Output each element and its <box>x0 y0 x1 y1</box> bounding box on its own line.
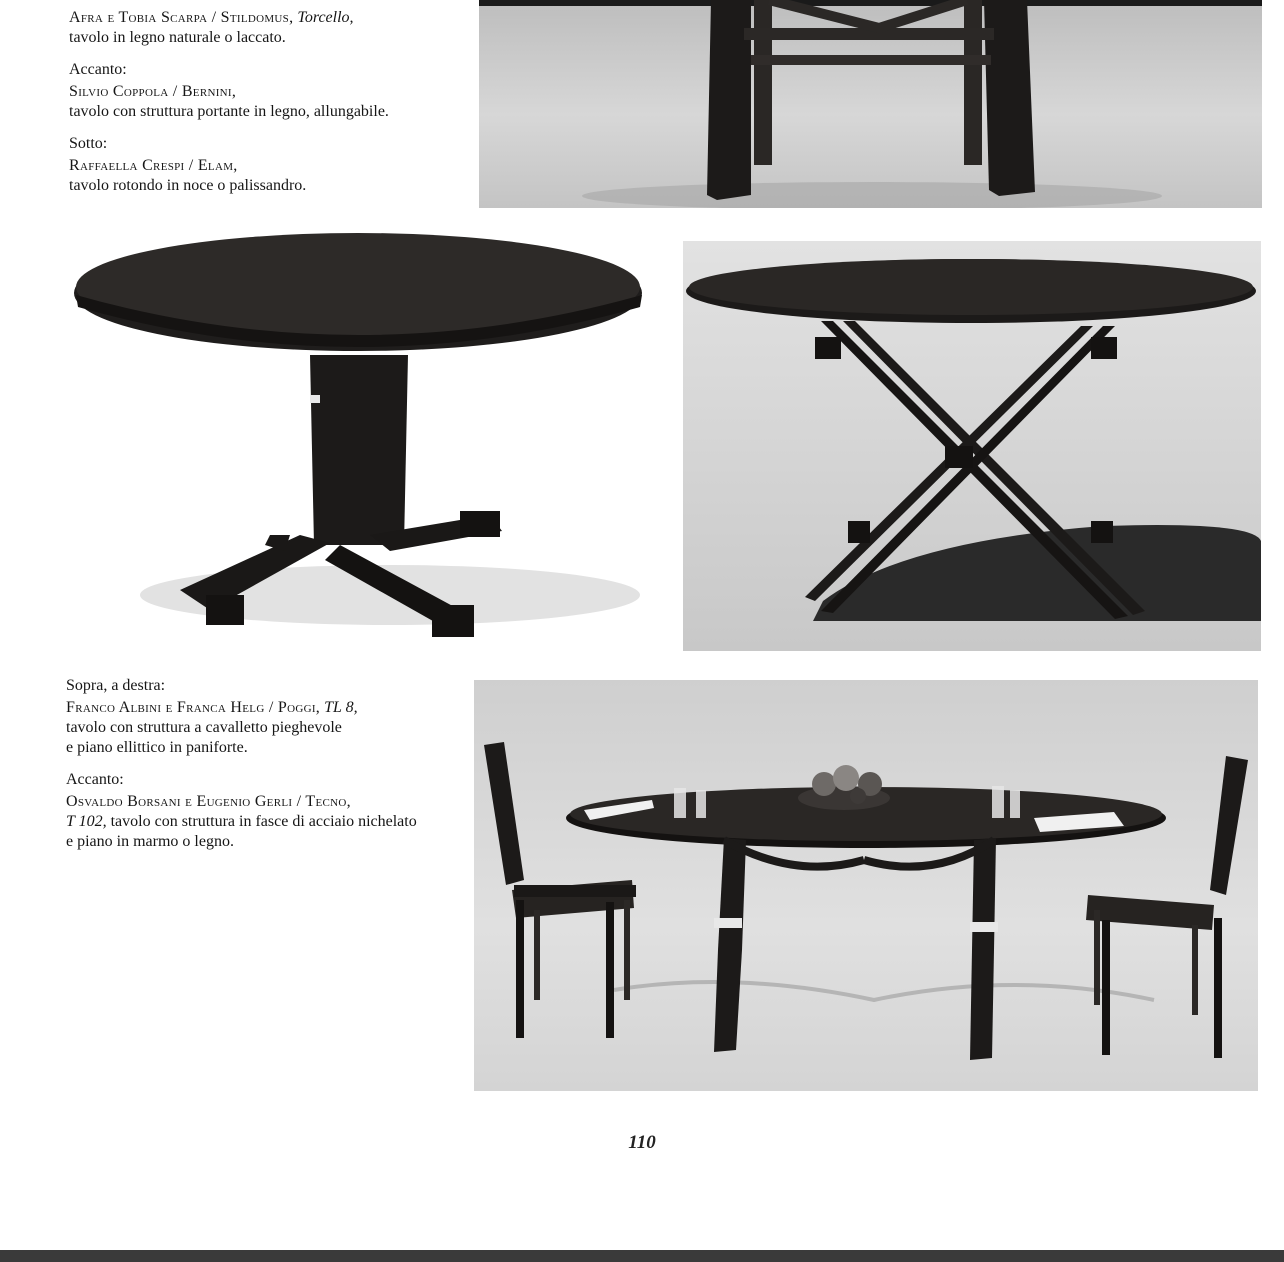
description: e piano in marmo o legno. <box>66 833 234 850</box>
caption-lead: Sotto: <box>69 135 108 152</box>
caption-entry-borsani <box>66 770 417 852</box>
description: tavolo con struttura portante in legno, allungabile. <box>69 103 389 120</box>
bottom-bar <box>0 1250 1284 1262</box>
photo-torcello-table <box>479 0 1262 208</box>
model-name: T 102, <box>66 813 107 830</box>
caption-middle <box>66 676 417 864</box>
torcello-table-illustration <box>479 0 1262 208</box>
designer-name: Silvio Coppola / Bernini, <box>69 83 237 100</box>
round-table-illustration <box>40 215 670 655</box>
caption-lead: Sopra, a destra: <box>66 677 166 694</box>
designer-name: Franco Albini e Franca Helg / Poggi, <box>66 699 321 716</box>
designer-name: Afra e Tobia Scarpa / Stildomus, <box>69 9 294 26</box>
caption-top <box>69 8 389 208</box>
caption-lead: Accanto: <box>66 771 124 788</box>
photo-crespi-round-table <box>40 215 670 655</box>
caption-entry-albini <box>66 676 417 758</box>
description: tavolo con struttura a cavalletto pieghevole <box>66 719 342 736</box>
dining-set-illustration <box>474 680 1258 1091</box>
designer-name: Raffaella Crespi / Elam, <box>69 157 238 174</box>
photo-albini-tl8-table <box>683 241 1261 651</box>
description: e piano ellittico in paniforte. <box>66 739 248 756</box>
caption-entry-crespi <box>69 134 389 196</box>
caption-lead: Accanto: <box>69 61 127 78</box>
description: tavolo in legno naturale o laccato. <box>69 29 286 46</box>
caption-entry-scarpa <box>69 8 389 48</box>
x-frame-table-illustration <box>683 241 1261 651</box>
description: tavolo rotondo in noce o palissandro. <box>69 177 307 194</box>
caption-entry-coppola <box>69 60 389 122</box>
designer-name: Osvaldo Borsani e Eugenio Gerli / Tecno, <box>66 793 351 810</box>
page-number: 110 <box>628 1132 656 1153</box>
photo-borsani-t102-table <box>474 680 1258 1091</box>
model-name: TL 8, <box>324 699 358 716</box>
model-name: Torcello, <box>297 9 354 26</box>
description: tavolo con struttura in fasce di acciaio nichelato <box>110 813 417 830</box>
